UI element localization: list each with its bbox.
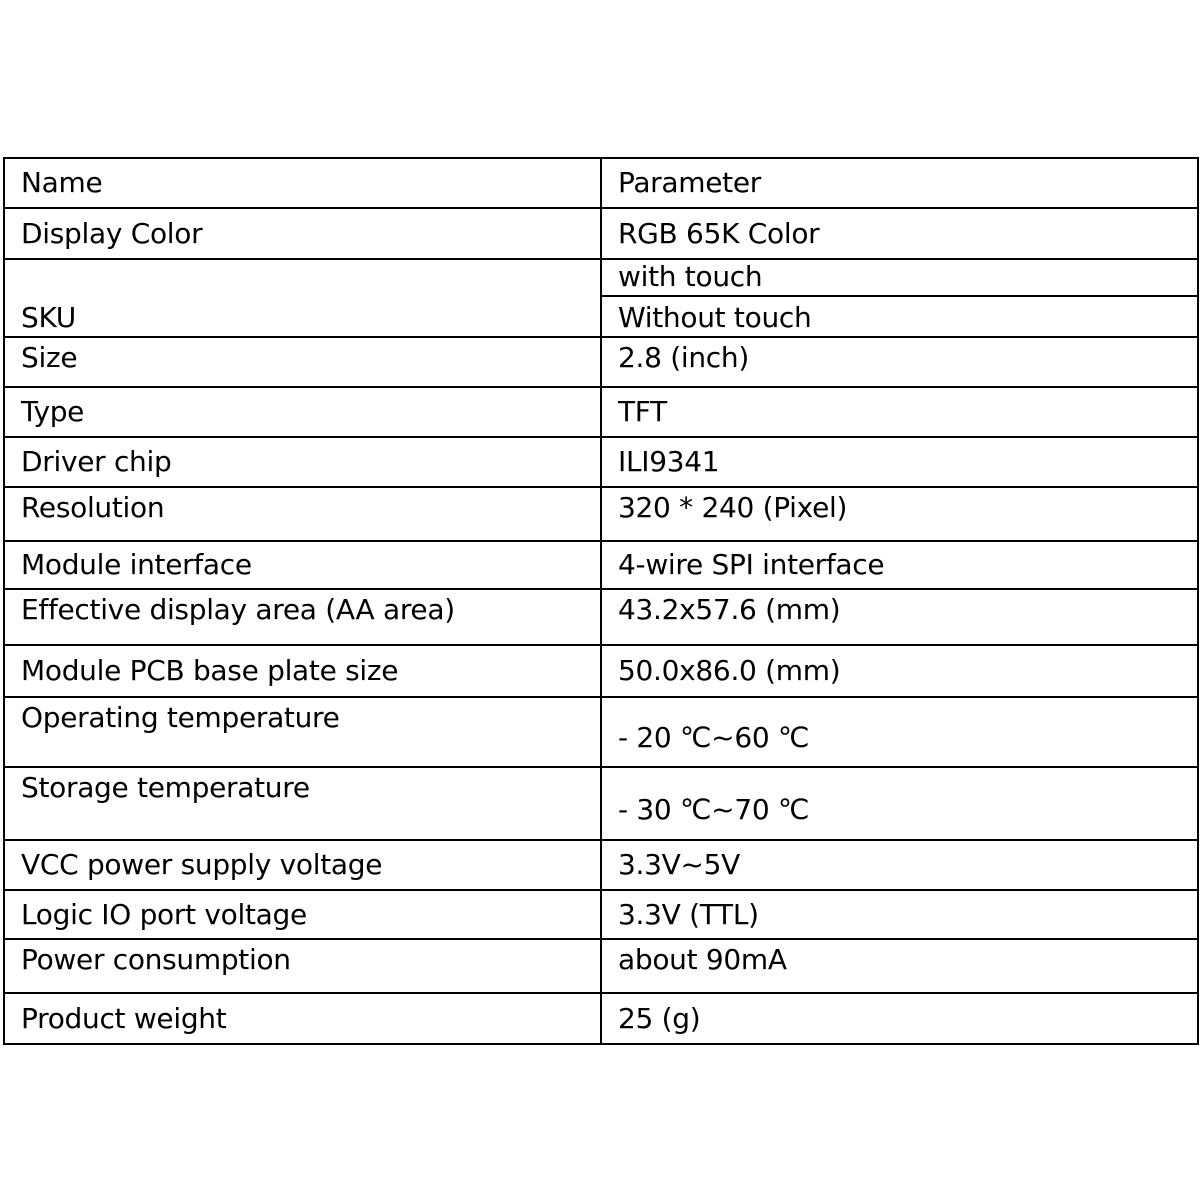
row-value-cell: 43.2x57.6 (mm) — [601, 589, 1198, 645]
row-value-cell: RGB 65K Color — [601, 208, 1198, 259]
row-name-cell: Resolution — [4, 487, 601, 541]
spec-table — [3, 157, 1199, 1045]
table-row — [4, 337, 1198, 387]
row-name-cell: Power consumption — [4, 939, 601, 993]
row-value-cell-sku-with-touch: with touch — [601, 259, 1198, 296]
table-row — [4, 767, 1198, 840]
row-name-cell: Product weight — [4, 993, 601, 1044]
table-row — [4, 890, 1198, 939]
header-name-cell: Name — [4, 158, 601, 208]
row-value-cell: 2.8 (inch) — [601, 337, 1198, 387]
table-row — [4, 645, 1198, 697]
table-row — [4, 993, 1198, 1044]
row-name-cell: Operating temperature — [4, 697, 601, 767]
row-value-cell: TFT — [601, 387, 1198, 437]
table-row — [4, 541, 1198, 589]
row-name-cell: Module PCB base plate size — [4, 645, 601, 697]
row-value-cell: 4-wire SPI interface — [601, 541, 1198, 589]
header-parameter-cell: Parameter — [601, 158, 1198, 208]
row-value-cell: 25 (g) — [601, 993, 1198, 1044]
row-value-cell: about 90mA — [601, 939, 1198, 993]
table-row — [4, 487, 1198, 541]
row-name-cell: Effective display area (AA area) — [4, 589, 601, 645]
row-name-cell: Storage temperature — [4, 767, 601, 840]
row-value-cell: 320 * 240 (Pixel) — [601, 487, 1198, 541]
table-row — [4, 589, 1198, 645]
row-value-cell: ILI9341 — [601, 437, 1198, 487]
table-row — [4, 939, 1198, 993]
row-value-cell: 3.3V (TTL) — [601, 890, 1198, 939]
row-name-cell: Size — [4, 337, 601, 387]
row-name-cell: Type — [4, 387, 601, 437]
table-header-row — [4, 158, 1198, 208]
row-value-cell: 3.3V~5V — [601, 840, 1198, 890]
table-row — [4, 208, 1198, 259]
row-value-cell: 50.0x86.0 (mm) — [601, 645, 1198, 697]
row-name-cell: VCC power supply voltage — [4, 840, 601, 890]
table-row — [4, 840, 1198, 890]
row-name-cell: Display Color — [4, 208, 601, 259]
row-name-cell-sku: SKU — [4, 259, 601, 337]
table-row — [4, 697, 1198, 767]
row-value-cell-sku-without-touch: Without touch — [601, 296, 1198, 337]
row-name-cell: Driver chip — [4, 437, 601, 487]
row-name-cell: Logic IO port voltage — [4, 890, 601, 939]
row-value-cell: - 20 ℃~60 ℃ — [601, 697, 1198, 767]
row-name-cell: Module interface — [4, 541, 601, 589]
table-row — [4, 437, 1198, 487]
table-row — [4, 387, 1198, 437]
row-value-cell: - 30 ℃~70 ℃ — [601, 767, 1198, 840]
table-row-sku-top — [4, 259, 1198, 296]
